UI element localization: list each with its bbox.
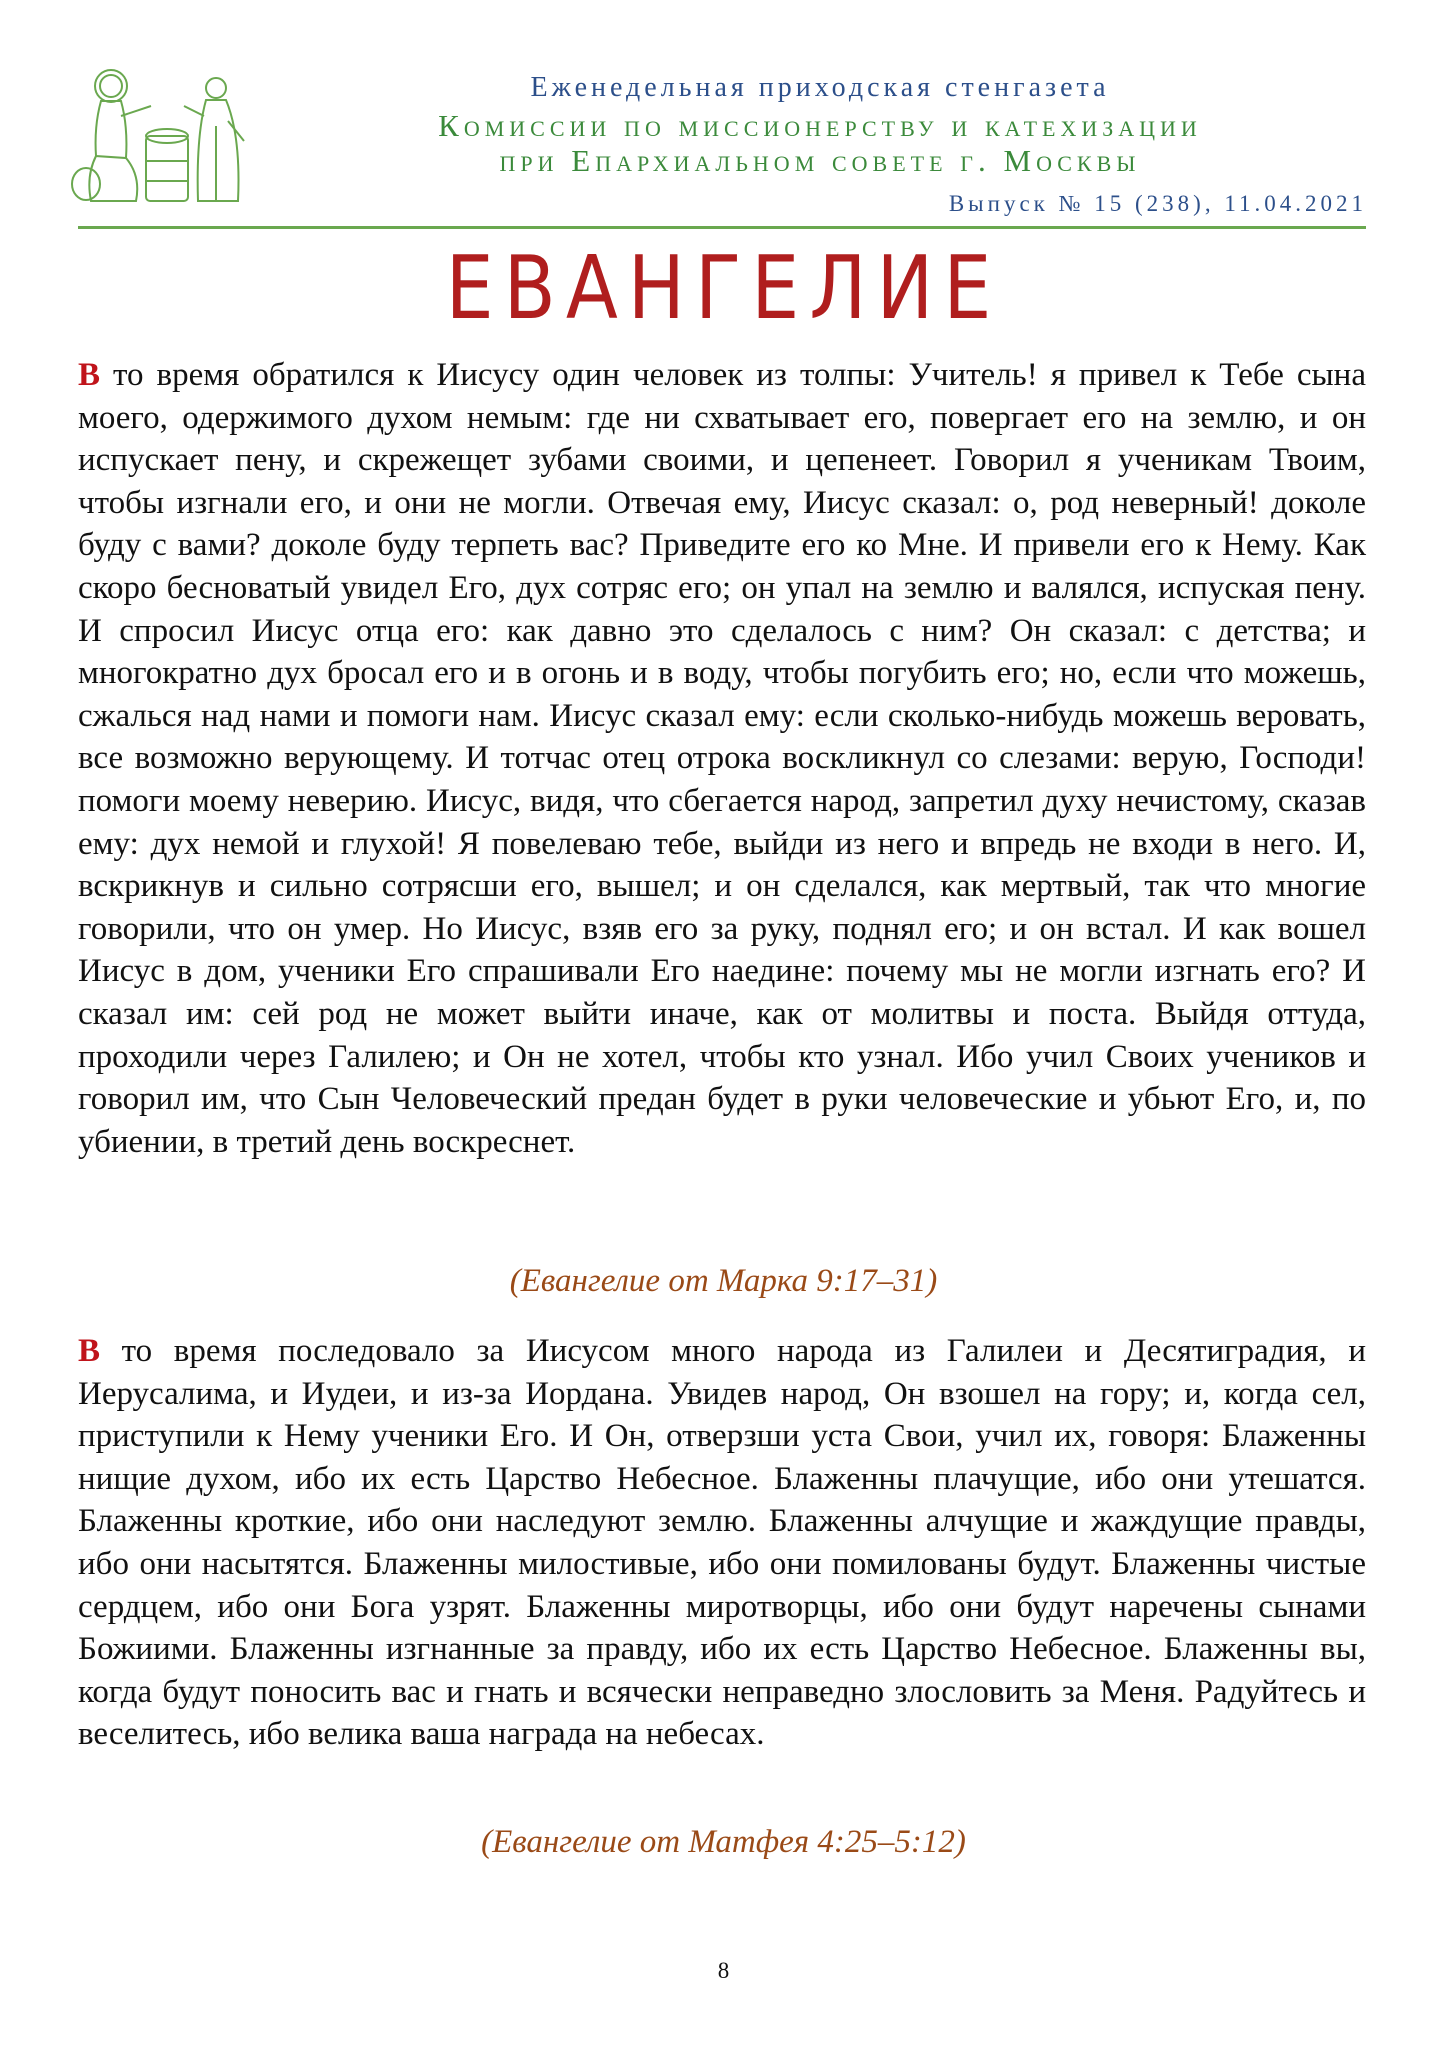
commission-affiliation: при Епархиальном совете г. Москвы <box>499 143 1141 178</box>
issue-info: Выпуск № 15 (238), 11.04.2021 <box>948 191 1367 216</box>
page-number: 8 <box>717 1958 730 1983</box>
header-divider <box>78 226 1366 229</box>
gospel-passage <box>78 1330 1366 1756</box>
scripture-reference: (Евангелие от Матфея 4:25–5:12) <box>481 1824 966 1860</box>
newspaper-tagline: Еженедельная приходская стенгазета <box>530 72 1110 103</box>
gospel-passage <box>78 354 1366 1163</box>
page-title: ЕВАНГЕЛИЕ <box>445 236 1002 339</box>
drop-cap: В <box>78 1333 101 1369</box>
christ-and-samaritan-woman-at-well-icon <box>66 66 256 212</box>
passage-text: то время обратился к Иисусу один человек из толпы: Учитель! я привел к Тебе сына моего, одержимого духом немым: где ни схватывает его, повергает его на землю, и он испускает пену, и скрежещет зубами своими, и цепенеет. Говорил я ученикам Твоим, чтобы изгнали его, и они не могли. Отвечая ему, Иисус сказал: о, род неверный! доколе буду с вами? доколе буду терпеть вас? Приведите его ко Мне. И привели его к Нему. Как скоро бесноватый увидел Его, дух сотряс его; он упал на землю и валялся, испуская пену. И спросил Иисус отца его: как давно это сделалось с ним? Он сказал: с детства; и многократно дух бросал его и в огонь и в воду, чтобы погубить его; но, если что можешь, сжалься над нами и помоги нам. Иисус сказал ему: если сколько-нибудь можешь веровать, все возможно верующему. И тотчас отец отрока воскликнул со слезами: верую, Господи! помоги моему неверию. Иисус, видя, что сбегается народ, запретил духу нечистому, сказав ему: дух немой и глухой! Я повелеваю тебе, выйди из него и впредь не входи в него. И, вскрикнув и сильно сотрясши его, вышел; и он сделался, как мертвый, так что многие говорили, что он умер. Но Иисус, взяв его за руку, поднял его; и он встал. И как вошел Иисус в дом, ученики Его спрашивали Его наедине: почему мы не могли изгнать его? И сказал им: сей род не может выйти иначе, как от молитвы и поста. Выйдя оттуда, проходили через Галилею; и Он не хотел, чтобы кто узнал. Ибо учил Своих учеников и говорил им, что Сын Человеческий предан будет в руки человеческие и убьют Его, и, по убиении, в третий день воскреснет. <box>78 357 1366 1160</box>
drop-cap: В <box>78 357 101 393</box>
scripture-reference: (Евангелие от Марка 9:17–31) <box>509 1263 938 1299</box>
commission-name: Комиссии по миссионерству и катехизации <box>438 108 1202 143</box>
passage-text: то время последовало за Иисусом много народа из Галилеи и Десятиградия, и Иерусалима, и Иудеи, и из-за Иордана. Увидев народ, Он взошел на гору; и, когда сел, приступили к Нему ученики Его. И Он, отверзши уста Свои, учил их, говоря: Блаженны нищие духом, ибо их есть Царство Небесное. Блаженны плачущие, ибо они утешатся. Блаженны кроткие, ибо они наследуют землю. Блаженны алчущие и жаждущие правды, ибо они насытятся. Блаженны милостивые, ибо они помилованы будут. Блаженны чистые сердцем, ибо они Бога узрят. Блаженны миротворцы, ибо они будут наречены сынами Божиими. Блаженны изгнанные за правду, ибо их есть Царство Небесное. Блаженны вы, когда будут поносить вас и гнать и всячески неправедно злословить за Меня. Радуйтесь и веселитесь, ибо велика ваша награда на небесах. <box>78 1333 1366 1753</box>
